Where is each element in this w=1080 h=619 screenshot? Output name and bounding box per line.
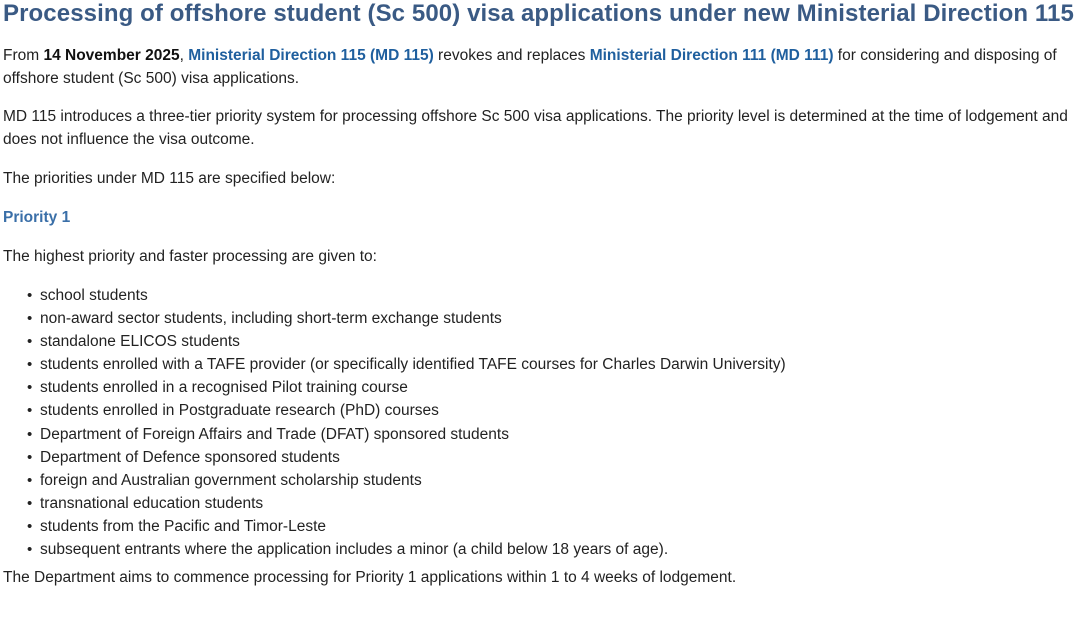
list-item (27, 469, 1080, 492)
list-item-text: standalone ELICOS students (40, 333, 240, 351)
md111-link[interactable]: Ministerial Direction 111 (MD 111) (589, 47, 834, 64)
page-title: Processing of offshore student (Sc 500) visa applications under new Ministerial Direction 115 (3, 0, 1074, 27)
priority-1-list (3, 284, 1080, 561)
list-item (27, 330, 1080, 353)
md115-link[interactable]: Ministerial Direction 115 (MD 115) (188, 47, 434, 64)
list-item (27, 492, 1080, 515)
list-item (27, 399, 1080, 422)
list-item-text: foreign and Australian government scholarship students (40, 471, 422, 489)
list-item (27, 538, 1080, 561)
intro-text-2: , (179, 47, 189, 64)
list-item (27, 284, 1080, 307)
priority-1-intro: The highest priority and faster processing are given to: (3, 248, 377, 265)
list-item (27, 307, 1080, 330)
list-item (27, 423, 1080, 446)
intro-text-1: From (3, 47, 44, 64)
md115-description: MD 115 introduces a three-tier priority system for processing offshore Sc 500 visa applications. The priority level is determined at the time of lodgement and does not influence the visa outcome. (3, 108, 1068, 148)
list-item-text: Department of Defence sponsored students (40, 448, 340, 466)
list-item-text: non-award sector students, including short-term exchange students (40, 310, 502, 328)
bullet-icon: • (27, 333, 33, 351)
list-item-text: subsequent entrants where the application includes a minor (a child below 18 years of age). (40, 541, 669, 559)
list-item-text: school students (40, 287, 148, 304)
list-item-text: transnational education students (40, 494, 264, 512)
bullet-icon: • (27, 471, 33, 489)
bullet-icon: • (27, 517, 33, 535)
list-item-text: Department of Foreign Affairs and Trade (DFAT) sponsored students (40, 425, 509, 443)
list-item (27, 446, 1080, 469)
bullet-icon: • (27, 541, 33, 559)
priorities-intro: The priorities under MD 115 are specified below: (3, 170, 336, 187)
intro-text-4: for considering and disposing of offshore student (Sc 500) visa applications. (3, 47, 1057, 87)
priority-1-heading: Priority 1 (3, 209, 71, 226)
bullet-icon: • (27, 310, 33, 328)
intro-paragraph (3, 44, 1080, 90)
bullet-icon: • (27, 448, 33, 466)
bullet-icon: • (27, 425, 33, 443)
bullet-icon: • (27, 402, 33, 420)
bullet-icon: • (27, 287, 33, 304)
list-item (27, 353, 1080, 376)
list-item-text: students enrolled in a recognised Pilot training course (40, 379, 408, 397)
bullet-icon: • (27, 356, 33, 374)
list-item-text: students enrolled with a TAFE provider (or specifically identified TAFE courses for Charles Darwin University) (40, 356, 786, 374)
list-item (27, 515, 1080, 538)
intro-text-3: revokes and replaces (433, 47, 590, 64)
bullet-icon: • (27, 379, 33, 397)
list-item (27, 376, 1080, 399)
list-item-text: students from the Pacific and Timor-Leste (40, 517, 327, 535)
priority-1-timeframe: The Department aims to commence processing for Priority 1 applications within 1 to 4 weeks of lodgement. (3, 569, 737, 587)
effective-date: 14 November 2025 (43, 47, 180, 64)
bullet-icon: • (27, 494, 33, 512)
list-item-text: students enrolled in Postgraduate research (PhD) courses (40, 402, 439, 420)
